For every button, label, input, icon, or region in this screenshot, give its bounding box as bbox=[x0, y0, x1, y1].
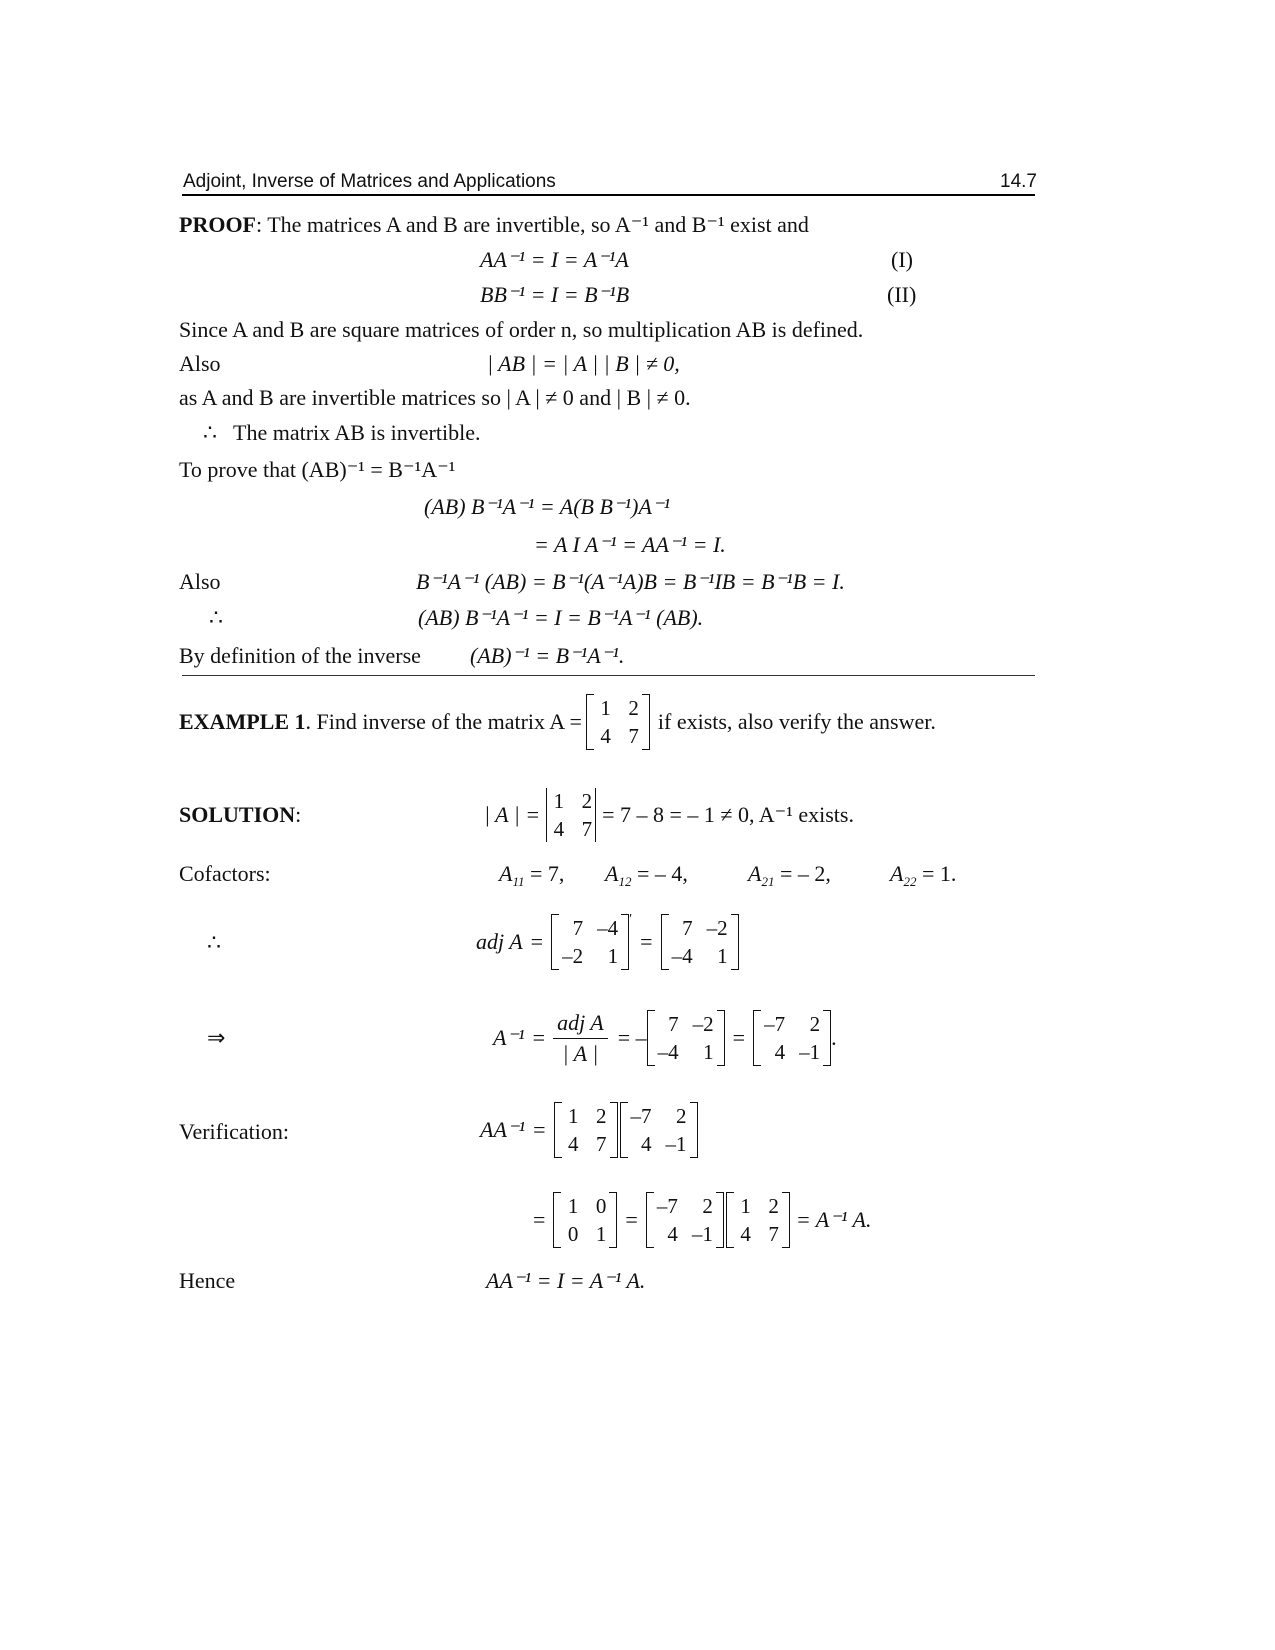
right-bracket bbox=[823, 1010, 831, 1066]
transpose-mark: ′ bbox=[629, 912, 633, 927]
proof-step-1: (AB) B⁻¹A⁻¹ = A(B B⁻¹)A⁻¹ bbox=[424, 494, 671, 519]
cell: 4 bbox=[600, 724, 611, 748]
equals: = bbox=[732, 1025, 746, 1050]
equation-1: AA⁻¹ = I = A⁻¹A bbox=[480, 247, 629, 272]
left-bracket bbox=[726, 1192, 734, 1248]
since-line: Since A and B are square matrices of order n, so multiplication AB is defined. bbox=[179, 317, 864, 342]
cell: 7 bbox=[682, 916, 693, 940]
hence-label: Hence bbox=[179, 1268, 236, 1293]
cells bbox=[655, 1012, 717, 1064]
equals: = bbox=[533, 1117, 546, 1142]
right-bracket bbox=[690, 1102, 698, 1158]
proof-step-4: (AB) B⁻¹A⁻¹ = I = B⁻¹A⁻¹ (AB). bbox=[418, 605, 704, 630]
matrix-A bbox=[586, 694, 650, 750]
cofactor-value: = 1. bbox=[921, 861, 957, 886]
example-text-before: . Find inverse of the matrix A = bbox=[305, 709, 582, 734]
determinant-line bbox=[484, 783, 854, 847]
ver-lhs: AA⁻¹ bbox=[480, 1117, 526, 1142]
page-number: 14.7 bbox=[1000, 171, 1037, 192]
equals: = bbox=[533, 1207, 546, 1232]
ver2-inverse-matrix bbox=[646, 1192, 724, 1248]
equation-1-tag: (I) bbox=[891, 247, 913, 272]
right-bracket bbox=[716, 1192, 724, 1248]
equals: = bbox=[640, 929, 653, 954]
solution-label: SOLUTION bbox=[179, 802, 296, 827]
cofactor-name: A bbox=[605, 861, 619, 886]
cells bbox=[761, 1012, 823, 1064]
cell: –7 bbox=[764, 1012, 786, 1036]
hence-equation: AA⁻¹ = I = A⁻¹ A. bbox=[486, 1268, 646, 1293]
example-1 bbox=[179, 690, 936, 754]
cells bbox=[559, 916, 621, 968]
cell: 1 bbox=[740, 1194, 751, 1218]
cell: –2 bbox=[706, 916, 728, 940]
cell: –4 bbox=[657, 1040, 679, 1064]
cell: 0 bbox=[567, 1222, 579, 1246]
cell: 1 bbox=[595, 1222, 607, 1246]
cofactor-value: = 7, bbox=[530, 861, 565, 886]
cell: 0 bbox=[595, 1194, 607, 1218]
right-bracket bbox=[717, 1010, 725, 1066]
cell: 4 bbox=[740, 1222, 751, 1246]
equation-2: BB⁻¹ = I = B⁻¹B bbox=[480, 282, 630, 307]
to-prove-line: To prove that (AB)⁻¹ = B⁻¹A⁻¹ bbox=[179, 457, 456, 482]
right-bracket bbox=[731, 914, 739, 970]
cell: –2 bbox=[562, 944, 584, 968]
cofactor-value: = – 4, bbox=[636, 861, 688, 886]
cell: –1 bbox=[691, 1222, 713, 1246]
cofactor-sub: 11 bbox=[512, 874, 525, 889]
therefore-2-symbol: ∴ bbox=[209, 605, 223, 630]
right-bracket bbox=[621, 914, 629, 970]
cell: 7 bbox=[768, 1222, 779, 1246]
cofactor-name: A bbox=[748, 861, 762, 886]
cell: 2 bbox=[809, 1012, 821, 1036]
cell: 1 bbox=[703, 1040, 714, 1064]
right-bracket bbox=[642, 694, 650, 750]
left-bracket bbox=[661, 914, 669, 970]
by-definition-label: By definition of the inverse bbox=[179, 643, 421, 668]
cell: 2 bbox=[596, 1104, 607, 1128]
cell: –4 bbox=[671, 944, 693, 968]
period: . bbox=[831, 1025, 837, 1050]
cell: –1 bbox=[665, 1132, 687, 1156]
proof-label: PROOF bbox=[179, 212, 256, 237]
left-bracket bbox=[753, 1010, 761, 1066]
also-label: Also bbox=[179, 351, 221, 376]
cofactor-name: A bbox=[890, 861, 904, 886]
proof-intro bbox=[179, 212, 809, 238]
right-bracket bbox=[610, 1102, 618, 1158]
cell: 4 bbox=[568, 1132, 579, 1156]
cofactor-value: = – 2, bbox=[779, 861, 831, 886]
cell: 2 bbox=[581, 789, 593, 813]
cofactor-11 bbox=[499, 861, 564, 887]
cell: –1 bbox=[799, 1040, 821, 1064]
therefore-adj-symbol: ∴ bbox=[207, 930, 221, 955]
cell: 1 bbox=[553, 789, 565, 813]
left-bracket bbox=[586, 694, 594, 750]
also-2-label: Also bbox=[179, 569, 221, 594]
cell: 7 bbox=[581, 817, 593, 841]
cell: 1 bbox=[600, 696, 611, 720]
solution-label-row bbox=[179, 800, 301, 830]
verification-line-2 bbox=[533, 1188, 871, 1252]
right-bracket bbox=[609, 1192, 617, 1248]
ver-matrix-inverse bbox=[620, 1102, 698, 1158]
inv-lhs: A⁻¹ bbox=[493, 1025, 525, 1050]
cells bbox=[561, 1194, 609, 1246]
cell: 7 bbox=[668, 1012, 679, 1036]
cell: –2 bbox=[692, 1012, 714, 1036]
running-title: Adjoint, Inverse of Matrices and Applications bbox=[183, 171, 556, 192]
cells bbox=[654, 1194, 716, 1246]
ver2-rhs: = A⁻¹ A. bbox=[795, 1207, 872, 1232]
cells bbox=[669, 916, 731, 968]
cell: 7 bbox=[572, 916, 584, 940]
example-text-after: if exists, also verify the answer. bbox=[657, 709, 936, 734]
cells bbox=[562, 1104, 610, 1156]
adj-over-det-fraction bbox=[553, 1010, 608, 1067]
equals: = bbox=[625, 1207, 638, 1232]
cofactor-12 bbox=[605, 861, 688, 887]
cell: 7 bbox=[628, 724, 639, 748]
implies-symbol: ⇒ bbox=[207, 1025, 226, 1050]
cell: 2 bbox=[702, 1194, 713, 1218]
det-lhs: | A | = bbox=[484, 802, 541, 827]
left-bracket bbox=[620, 1102, 628, 1158]
inv-matrix-adj bbox=[647, 1010, 725, 1066]
cofactor-sub: 12 bbox=[618, 874, 632, 889]
proof-step-3: B⁻¹A⁻¹ (AB) = B⁻¹(A⁻¹A)B = B⁻¹IB = B⁻¹B = I. bbox=[416, 569, 845, 594]
cell: –7 bbox=[630, 1104, 652, 1128]
det-rhs: = 7 – 8 = – 1 ≠ 0, A⁻¹ exists. bbox=[602, 802, 854, 827]
cell: 2 bbox=[768, 1194, 779, 1218]
proof-intro-text: : The matrices A and B are invertible, so A⁻¹ and B⁻¹ exist and bbox=[256, 212, 809, 237]
equals: = bbox=[532, 1025, 546, 1050]
solution-colon: : bbox=[295, 802, 302, 827]
adj-matrix bbox=[661, 914, 739, 970]
cofactor-21 bbox=[748, 861, 831, 887]
determinant-matrix bbox=[546, 788, 596, 842]
matrix-A-cells bbox=[594, 696, 642, 748]
cell: 2 bbox=[628, 696, 639, 720]
cell: 1 bbox=[717, 944, 728, 968]
left-bracket bbox=[647, 1010, 655, 1066]
fraction-denominator: | A | bbox=[562, 1040, 599, 1066]
cell: –7 bbox=[656, 1194, 678, 1218]
equation-2-tag: (II) bbox=[887, 282, 917, 307]
ver2-matrix-A bbox=[726, 1192, 790, 1248]
by-definition-equation: (AB)⁻¹ = B⁻¹A⁻¹. bbox=[470, 643, 625, 668]
inverse-matrix bbox=[753, 1010, 831, 1066]
verification-label: Verification: bbox=[179, 1119, 289, 1144]
ver-matrix-A bbox=[554, 1102, 618, 1158]
example-label: EXAMPLE 1 bbox=[179, 709, 306, 734]
right-bracket bbox=[782, 1192, 790, 1248]
det-cells bbox=[547, 789, 595, 841]
cell: 4 bbox=[774, 1040, 786, 1064]
equals: = bbox=[530, 929, 544, 954]
left-bracket bbox=[554, 1102, 562, 1158]
section-divider bbox=[182, 675, 1035, 676]
right-bar bbox=[595, 788, 596, 842]
equals-minus: = – bbox=[617, 1025, 647, 1050]
fraction-numerator: adj A bbox=[553, 1010, 608, 1039]
adjoint-line bbox=[476, 910, 739, 974]
left-bracket bbox=[551, 914, 559, 970]
cofactor-22 bbox=[890, 861, 956, 887]
therefore-symbol: ∴ bbox=[203, 420, 217, 445]
cofactors-label: Cofactors: bbox=[179, 861, 271, 886]
cell: 7 bbox=[596, 1132, 607, 1156]
proof-step-2: = A I A⁻¹ = AA⁻¹ = I. bbox=[534, 532, 726, 557]
cofactor-sub: 22 bbox=[903, 874, 917, 889]
header-rule bbox=[182, 194, 1035, 196]
cell: 2 bbox=[676, 1104, 687, 1128]
cell: 4 bbox=[667, 1222, 678, 1246]
therefore-text: The matrix AB is invertible. bbox=[233, 420, 481, 445]
cofactor-sub: 21 bbox=[761, 874, 775, 889]
also-equation: | AB | = | A | | B | ≠ 0, bbox=[487, 351, 680, 376]
as-line: as A and B are invertible matrices so | A | ≠ 0 and | B | ≠ 0. bbox=[179, 385, 691, 410]
adj-lhs: adj A bbox=[476, 929, 523, 954]
left-bracket bbox=[553, 1192, 561, 1248]
cofactor-name: A bbox=[499, 861, 513, 886]
cell: 4 bbox=[641, 1132, 652, 1156]
adj-matrix-cofactors bbox=[551, 914, 629, 970]
cell: 1 bbox=[607, 944, 619, 968]
cells bbox=[628, 1104, 690, 1156]
left-bracket bbox=[646, 1192, 654, 1248]
identity-matrix bbox=[553, 1192, 617, 1248]
cell: 4 bbox=[553, 817, 565, 841]
cell: 1 bbox=[567, 1194, 579, 1218]
cell: –4 bbox=[597, 916, 619, 940]
verification-line-1 bbox=[480, 1098, 698, 1162]
cell: 1 bbox=[568, 1104, 579, 1128]
cells bbox=[734, 1194, 782, 1246]
inverse-line bbox=[493, 1005, 837, 1071]
